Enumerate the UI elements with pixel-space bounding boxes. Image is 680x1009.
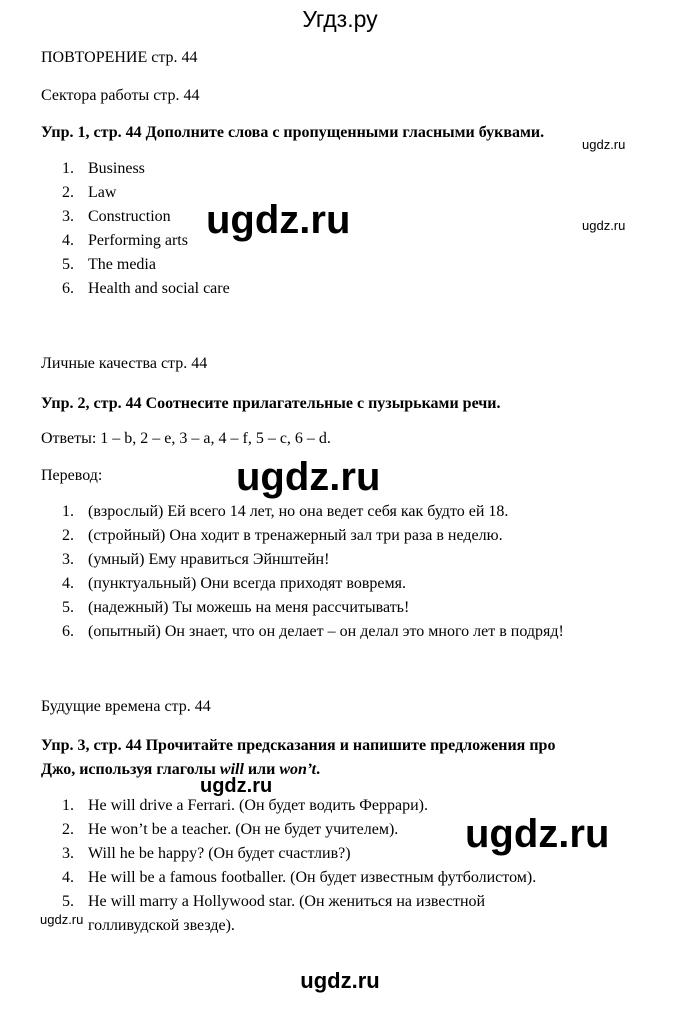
word-wont: won’t xyxy=(279,761,317,778)
list-item: 2. Law xyxy=(62,184,117,201)
list-item: 5. The media xyxy=(62,256,156,273)
watermark-large: ugdz.ru xyxy=(236,455,381,499)
exercise-2-answers: Ответы: 1 – b, 2 – e, 3 – a, 4 – f, 5 – c, 6 – d. xyxy=(41,430,331,447)
watermark-small: ugdz.ru xyxy=(582,137,626,152)
site-header: Угдз.ру xyxy=(302,6,378,32)
future-tenses-heading: Будущие времена стр. 44 xyxy=(41,698,211,715)
footer-watermark: ugdz.ru xyxy=(300,968,380,993)
exercise-1-list xyxy=(62,157,230,301)
watermark-large: ugdz.ru xyxy=(206,198,351,242)
exercise-2-title: Упр. 2, стр. 44 Соотнесите прилагательные с пузырьками речи. xyxy=(41,395,501,412)
personal-qualities-heading: Личные качества стр. 44 xyxy=(41,355,208,372)
list-item: 2. (стройный) Она ходит в тренажерный зал три раза в неделю. xyxy=(62,527,503,544)
exercise-3-title-line-1: Упр. 3, стр. 44 Прочитайте предсказания и напишите предложения про xyxy=(41,737,556,754)
list-item: 4. Performing arts xyxy=(62,232,188,249)
list-item: 3. Construction xyxy=(62,208,171,225)
list-item: 1. Business xyxy=(62,160,145,177)
list-item: 5. He will marry a Hollywood star. (Он жениться на известной голливудской звезде). xyxy=(62,893,486,934)
list-item: 1. (взрослый) Ей всего 14 лет, но она ведет себя как будто ей 18. xyxy=(62,503,509,520)
review-title: ПОВТОРЕНИЕ стр. 44 xyxy=(41,49,198,66)
list-item: 6. Health and social care xyxy=(62,280,230,297)
watermark-small: ugdz.ru xyxy=(40,912,84,927)
exercise-2-list xyxy=(62,500,564,644)
list-item: 5. (надежный) Ты можешь на меня рассчитывать! xyxy=(62,599,410,616)
word-will: will xyxy=(219,761,244,778)
exercise-1-title: Упр. 1, стр. 44 Дополните слова с пропущенными гласными буквами. xyxy=(41,124,545,141)
exercise-3-title xyxy=(41,734,555,782)
watermark-large: ugdz.ru xyxy=(465,812,610,856)
watermark-small: ugdz.ru xyxy=(582,218,626,233)
work-sectors-heading: Сектора работы стр. 44 xyxy=(41,87,200,104)
list-item: 6. (опытный) Он знает, что он делает – он делал это много лет в подряд! xyxy=(62,623,564,640)
list-item: 4. He will be a famous footballer. (Он будет известным футболистом). xyxy=(62,869,537,886)
exercise-3-title-line-2: Джо, используя глаголы will или won’t. xyxy=(41,761,321,778)
list-item: 1. He will drive a Ferrari. (Он будет водить Феррари). xyxy=(62,797,428,814)
list-item: 2. He won’t be a teacher. (Он не будет учителем). xyxy=(62,821,399,838)
list-item: 4. (пунктуальный) Они всегда приходят вовремя. xyxy=(62,575,406,592)
list-item: 3. (умный) Ему нравиться Эйнштейн! xyxy=(62,551,330,568)
translation-label: Перевод: xyxy=(41,467,103,484)
list-item: 3. Will he be happy? (Он будет счастлив?) xyxy=(62,845,351,862)
watermark-medium: ugdz.ru xyxy=(200,775,273,797)
